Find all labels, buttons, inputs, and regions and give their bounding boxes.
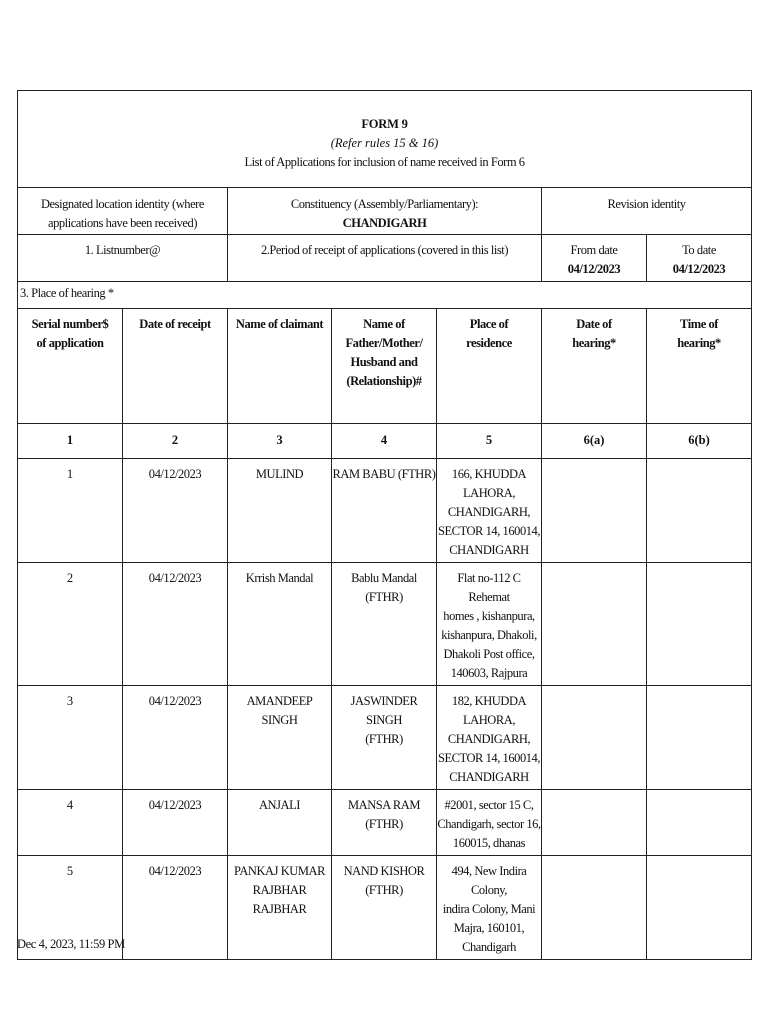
row-claimant: ANJALI: [228, 790, 332, 856]
from-date-cell: [542, 235, 647, 282]
row-date: 04/12/2023: [123, 563, 228, 686]
constituency-value: CHANDIGARH: [342, 216, 427, 230]
col-date-receipt: Date of receipt: [123, 309, 228, 424]
constituency-label: Constituency (Assembly/Parliamentary):: [290, 197, 479, 211]
constituency-cell: [228, 188, 542, 235]
col-number: 6(a): [542, 424, 647, 459]
row-residence: #2001, sector 15 C, Chandigarh, sector 16, 160015, dhanas: [437, 790, 542, 856]
row-hearing-date: [542, 856, 647, 960]
period-cell: 2.Period of receipt of applications (covered in this list): [228, 235, 542, 282]
row-relation: Bablu Mandal (FTHR): [332, 563, 437, 686]
form-header: [18, 91, 752, 188]
col-number: 1: [18, 424, 123, 459]
revision-identity-cell: [542, 188, 752, 235]
designated-location-cell: Designated location identity (where applications have been received): [18, 188, 228, 235]
row-hearing-time: [647, 459, 752, 563]
row-hearing-date: [542, 563, 647, 686]
row-serial: 2: [18, 563, 123, 686]
row-hearing-time: [647, 686, 752, 790]
col-hearing-date: Date of hearing*: [542, 309, 647, 424]
col-number: 2: [123, 424, 228, 459]
row-residence: 166, KHUDDA LAHORA, CHANDIGARH, SECTOR 14, 160014, CHANDIGARH: [437, 459, 542, 563]
table-row: [18, 790, 752, 856]
print-timestamp: Dec 4, 2023, 11:59 PM: [17, 937, 125, 951]
col-residence: Place of residence: [437, 309, 542, 424]
col-number: 5: [437, 424, 542, 459]
to-date-value: 04/12/2023: [672, 262, 726, 276]
col-number: 4: [332, 424, 437, 459]
row-serial: 3: [18, 686, 123, 790]
to-date-label: To date: [682, 243, 716, 257]
row-date: 04/12/2023: [123, 686, 228, 790]
form-9-document: [17, 90, 751, 960]
row-claimant: MULIND: [228, 459, 332, 563]
row-relation: RAM BABU (FTHR): [332, 459, 437, 563]
place-of-hearing: 3. Place of hearing *: [18, 282, 752, 309]
form-subtitle: (Refer rules 15 & 16): [330, 136, 439, 150]
row-hearing-date: [542, 790, 647, 856]
from-date-label: From date: [570, 243, 618, 257]
from-date-value: 04/12/2023: [567, 262, 621, 276]
list-number-cell: 1. Listnumber@: [18, 235, 228, 282]
col-relation: Name of Father/Mother/ Husband and (Relationship)#: [332, 309, 437, 424]
form-title: FORM 9: [361, 117, 408, 131]
row-relation: MANSA RAM (FTHR): [332, 790, 437, 856]
row-serial: 4: [18, 790, 123, 856]
col-number: 3: [228, 424, 332, 459]
form-description: List of Applications for inclusion of name received in Form 6: [244, 155, 525, 169]
table-row: [18, 856, 752, 960]
col-number: 6(b): [647, 424, 752, 459]
row-residence: 182, KHUDDA LAHORA, CHANDIGARH, SECTOR 14, 160014, CHANDIGARH: [437, 686, 542, 790]
row-hearing-time: [647, 790, 752, 856]
table-row: [18, 686, 752, 790]
row-residence: Flat no-112 C Rehemat homes , kishanpura, kishanpura, Dhakoli, Dhakoli Post office, 140603, Rajpura: [437, 563, 542, 686]
row-serial: 5: [18, 856, 123, 960]
applications-table: [17, 90, 752, 960]
row-claimant: Krrish Mandal: [228, 563, 332, 686]
row-hearing-time: [647, 856, 752, 960]
row-claimant: PANKAJ KUMAR RAJBHAR RAJBHAR: [228, 856, 332, 960]
row-relation: NAND KISHOR (FTHR): [332, 856, 437, 960]
row-hearing-date: [542, 459, 647, 563]
revision-label: Revision identity: [607, 197, 686, 211]
to-date-cell: [647, 235, 752, 282]
row-hearing-date: [542, 686, 647, 790]
row-date: 04/12/2023: [123, 856, 228, 960]
row-hearing-time: [647, 563, 752, 686]
row-residence: 494, New Indira Colony, indira Colony, Mani Majra, 160101, Chandigarh: [437, 856, 542, 960]
table-row: [18, 563, 752, 686]
row-date: 04/12/2023: [123, 790, 228, 856]
row-date: 04/12/2023: [123, 459, 228, 563]
table-row: [18, 459, 752, 563]
row-claimant: AMANDEEP SINGH: [228, 686, 332, 790]
row-serial: 1: [18, 459, 123, 563]
col-hearing-time: Time of hearing*: [647, 309, 752, 424]
col-serial: Serial number$ of application: [18, 309, 123, 424]
row-relation: JASWINDER SINGH (FTHR): [332, 686, 437, 790]
col-claimant: Name of claimant: [228, 309, 332, 424]
